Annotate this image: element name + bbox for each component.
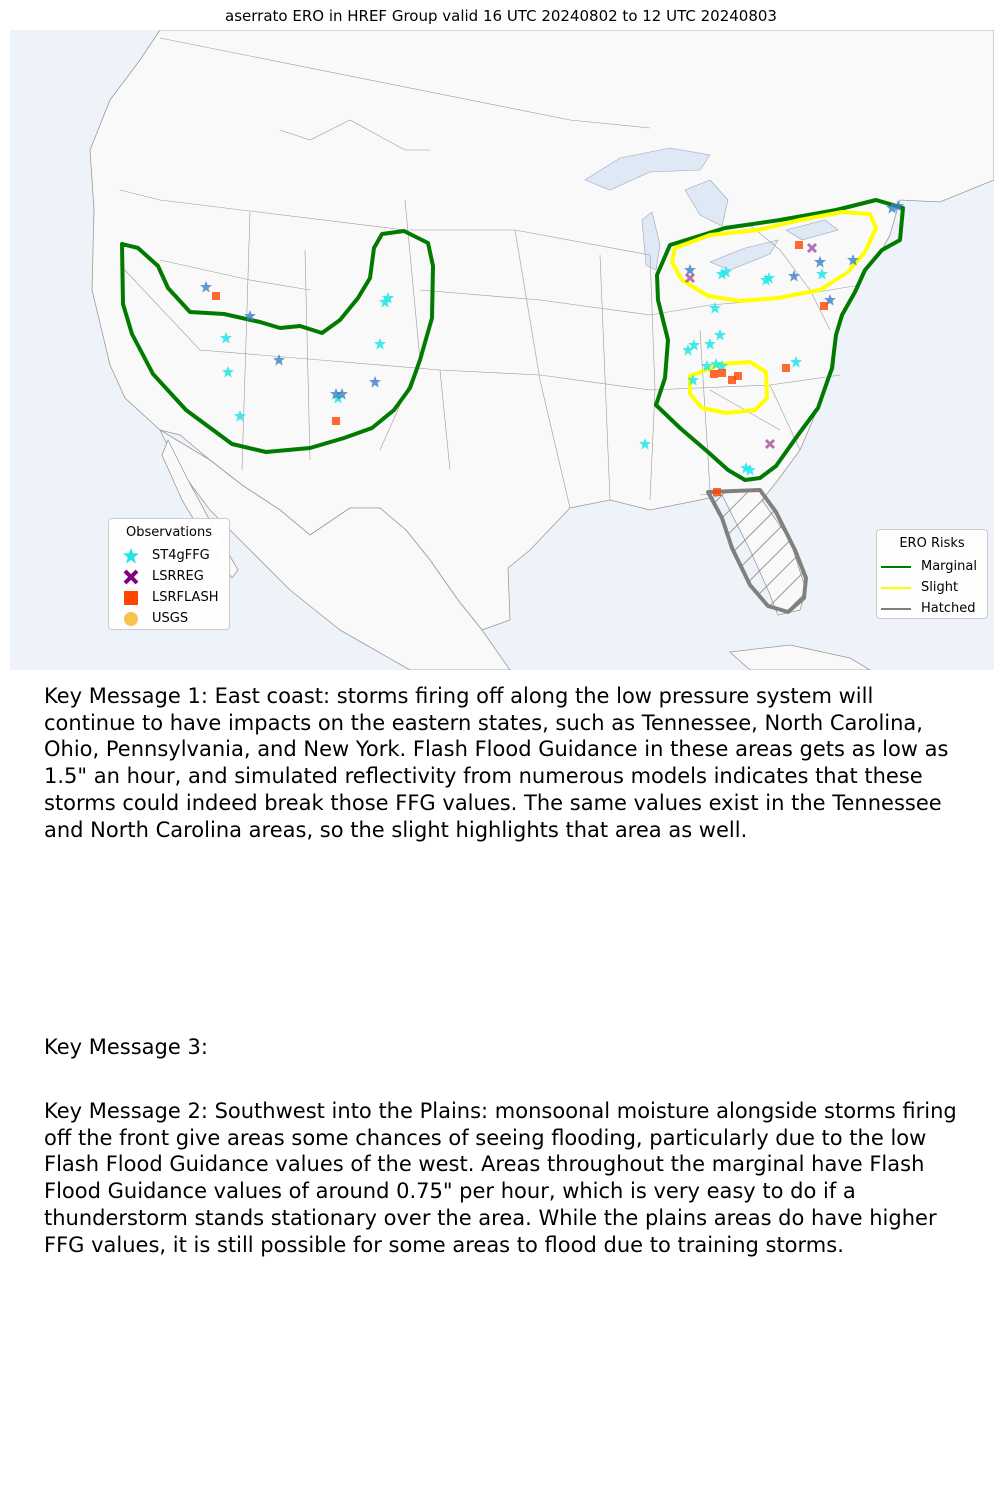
legend-label: Slight: [921, 580, 959, 595]
observations-legend: [108, 518, 230, 630]
square-icon: [120, 590, 142, 606]
legend-item-lsrflash: [109, 587, 229, 608]
marginal-line-icon: [881, 566, 911, 568]
key-message-1: Key Message 1: East coast: storms firing off along the low pressure system will continue to have impacts on the eastern states, such as Tennessee, North Carolina, Ohio, Pennsylvania, and New York. Flash Flood Guidance in these areas gets as low as 1.5" an hour, and simulated reflectivity from numerous models indicates that these storms could indeed break those FFG values. The same values exist in the Tennessee and North Carolina areas, so the slight highlights that area as well.: [44, 684, 949, 842]
x-icon: [120, 569, 142, 585]
legend-label: LSRFLASH: [152, 590, 219, 605]
legend-label: ST4gFFG: [152, 548, 210, 563]
legend-label: Hatched: [921, 601, 976, 616]
legend-item-usgs: [109, 608, 229, 629]
ero-risks-legend: [876, 529, 988, 619]
observations-legend-title: Observations: [126, 525, 212, 540]
hatched-line-icon: [881, 608, 911, 610]
legend-item-hatched: [877, 598, 987, 619]
slight-line-icon: [881, 587, 911, 589]
map-title: aserrato ERO in HREF Group valid 16 UTC 20240802 to 12 UTC 20240803: [225, 7, 777, 25]
legend-item-st4gffg: [109, 545, 229, 566]
legend-item-lsrreg: [109, 566, 229, 587]
legend-item-marginal: [877, 556, 987, 577]
circle-icon: [120, 611, 142, 627]
legend-label: LSRREG: [152, 569, 204, 584]
key-message-2: Key Message 2: Southwest into the Plains: monsoonal moisture alongside storms firing off the front give areas some chances of seeing flooding, particularly due to the low Flash Flood Guidance values of the west. Areas throughout the marginal have Flash Flood Guidance values of around 0.75" per hour, which is very easy to do if a thunderstorm stands stationary over the area. While the plains areas do have higher FFG values, it is still possible for some areas to flood due to training storms.: [44, 1099, 957, 1257]
ero-risks-legend-title: ERO Risks: [899, 536, 965, 551]
star-icon: [120, 548, 142, 564]
key-message-3: Key Message 3:: [44, 1035, 208, 1059]
legend-label: USGS: [152, 611, 189, 626]
legend-label: Marginal: [921, 559, 977, 574]
legend-item-slight: [877, 577, 987, 598]
